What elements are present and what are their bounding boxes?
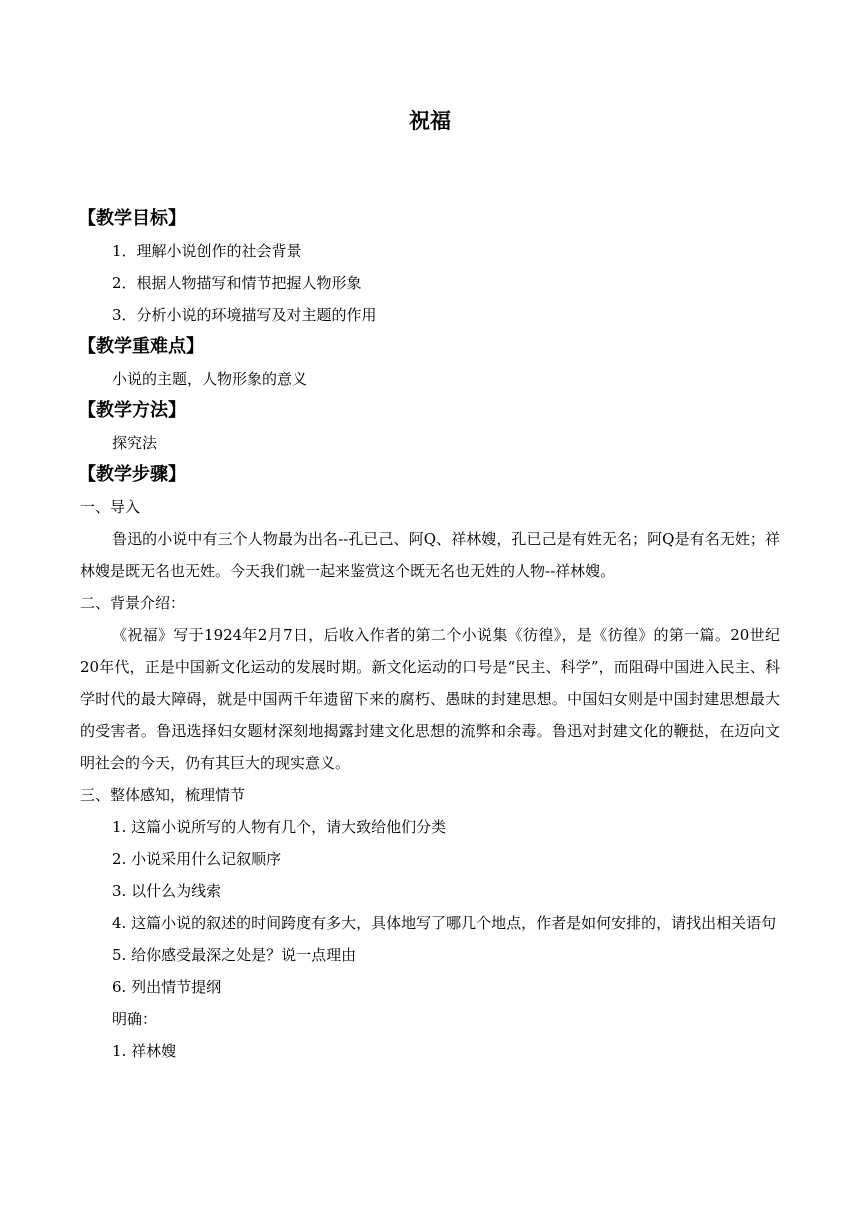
step-background-paragraph: 《祝福》写于1924年2月7日，后收入作者的第二个小说集《彷徨》，是《彷徨》的第一篇。20世纪20年代，正是中国新文化运动的发展时期。新文化运动的口号是“民主、科学”，而阻碍中国进入民主、科学时代的最大障碍，就是中国两千年遗留下来的腐朽、愚昧的封建思想。中国妇女则是中国封建思想最大的受害者。鲁迅选择妇女题材深刻地揭露封建文化思想的流弊和余毒。鲁迅对封建文化的鞭挞，在迈向文明社会的今天，仍有其巨大的现实意义。 <box>80 626 780 772</box>
document-title: 祝福 <box>409 109 451 133</box>
step-intro-label: 一、导入 <box>80 498 141 516</box>
section-heading-steps: 【教学步骤】 <box>78 464 186 485</box>
answer-label: 明确： <box>112 1010 158 1028</box>
key-points-text: 小说的主题，人物形象的意义 <box>112 370 308 388</box>
objective-item-3: 3．分析小说的环境描写及对主题的作用 <box>112 306 377 324</box>
step-background-label: 二、背景介绍： <box>80 594 186 612</box>
overview-question-1: 1. 这篇小说所写的人物有几个，请大致给他们分类 <box>112 818 447 836</box>
step-intro-paragraph: 鲁迅的小说中有三个人物最为出名--孔已己、阿Q、祥林嫂，孔已己是有姓无名；阿Q是有名无姓；祥林嫂是既无名也无姓。今天我们就一起来鉴赏这个既无名也无姓的人物--祥林嫂。 <box>80 530 780 580</box>
overview-question-2: 2. 小说采用什么记叙顺序 <box>112 850 282 868</box>
answer-item-1: 1. 祥林嫂 <box>112 1042 177 1060</box>
section-heading-objectives: 【教学目标】 <box>78 208 186 229</box>
overview-question-5: 5. 给你感受最深之处是？说一点理由 <box>112 946 357 964</box>
overview-question-4: 4. 这篇小说的叙述的时间跨度有多大，具体地写了哪几个地点，作者是如何安排的，请找出相关语句 <box>112 914 777 932</box>
overview-question-3: 3. 以什么为线索 <box>112 882 222 900</box>
section-heading-method: 【教学方法】 <box>78 400 186 421</box>
section-heading-key-points: 【教学重难点】 <box>78 336 204 357</box>
objective-item-1: 1．理解小说创作的社会背景 <box>112 242 302 260</box>
step-overview-label: 三、整体感知，梳理情节 <box>80 786 246 804</box>
objective-item-2: 2．根据人物描写和情节把握人物形象 <box>112 274 362 292</box>
method-text: 探究法 <box>112 434 158 452</box>
overview-question-6: 6. 列出情节提纲 <box>112 978 222 996</box>
document-body <box>80 203 780 1067</box>
